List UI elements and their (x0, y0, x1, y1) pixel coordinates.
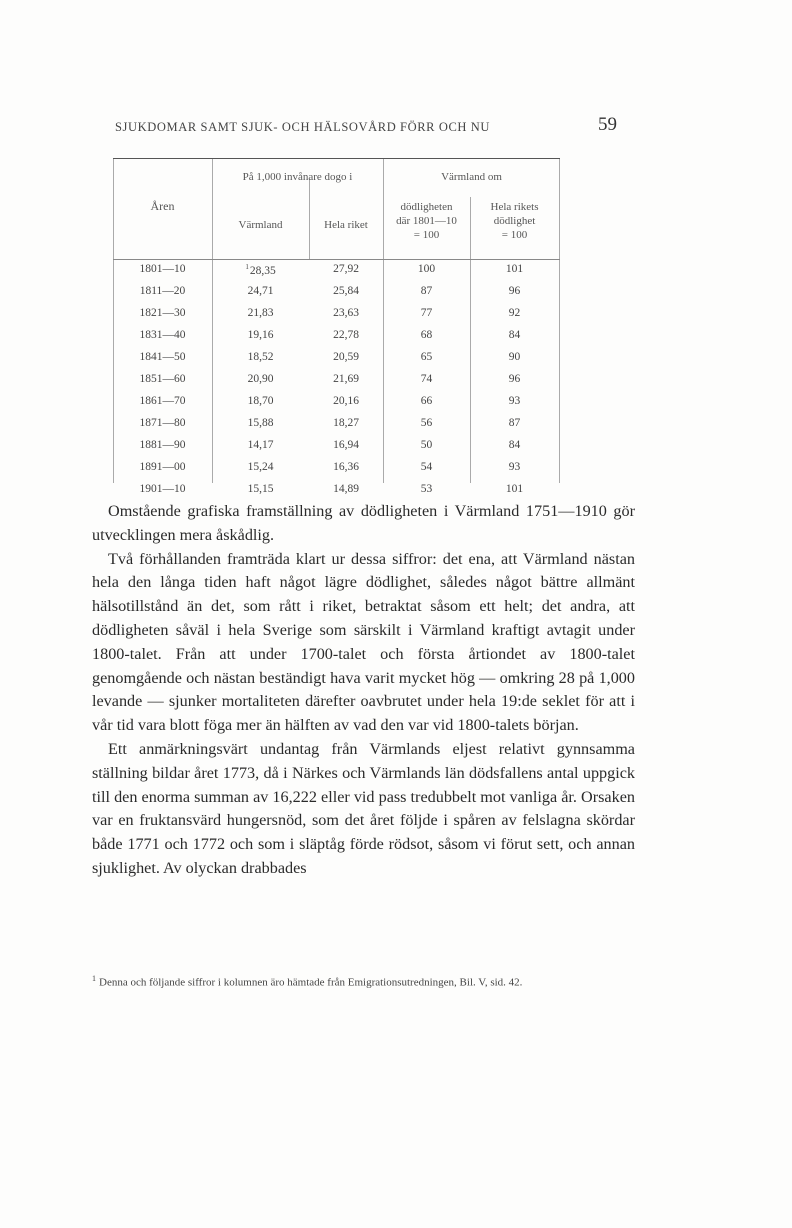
riket-cell: 21,69 (333, 373, 359, 385)
footnote-text: Denna och följande siffror i kolumnen äro hämtade från Emigrationsutredningen, Bil. V, sid. 42. (99, 976, 523, 989)
col-group-dogo: På 1,000 invånare dogo i (242, 171, 353, 183)
period-cell: 1891—00 (139, 461, 186, 473)
table-row (113, 285, 560, 307)
page-number: 59 (598, 114, 617, 135)
varmland-cell: 14,17 (247, 439, 274, 451)
col-header-rikets-1: Hela rikets (490, 201, 539, 213)
dodl-index-cell: 66 (420, 395, 433, 407)
rikets-index-cell: 90 (508, 351, 521, 363)
rikets-index-cell: 84 (508, 329, 521, 341)
table-row (113, 373, 560, 395)
dodl-index-cell: 87 (420, 285, 433, 297)
col-header-rikets-2: dödlighet (493, 215, 536, 227)
period-cell: 1861—70 (139, 395, 186, 407)
varmland-cell: $^1$28,35 (245, 263, 276, 277)
varmland-cell: 20,90 (247, 373, 274, 385)
riket-cell: 22,78 (333, 329, 359, 341)
riket-cell: 16,94 (333, 439, 359, 451)
riket-cell: 20,16 (333, 395, 359, 407)
body-text (92, 500, 635, 881)
table-row (113, 417, 560, 439)
col-group-varmland-om: Värmland om (441, 171, 502, 183)
dodl-index-cell: 53 (420, 483, 433, 495)
varmland-cell: 24,71 (247, 285, 274, 297)
varmland-cell: 18,70 (247, 395, 274, 407)
dodl-index-cell: 77 (420, 307, 433, 319)
table-row (113, 351, 560, 373)
varmland-cell: 15,88 (247, 417, 274, 429)
varmland-cell: 19,16 (247, 329, 274, 341)
dodl-index-cell: 50 (420, 439, 433, 451)
rikets-index-cell: 87 (508, 417, 521, 429)
rikets-index-cell: 96 (508, 285, 521, 297)
dodl-index-cell: 54 (420, 461, 433, 473)
table-row (113, 461, 560, 483)
rikets-index-cell: 101 (505, 263, 524, 275)
riket-cell: 27,92 (333, 263, 359, 275)
riket-cell: 16,36 (333, 461, 359, 473)
running-head: SJUKDOMAR SAMT SJUK- OCH HÄLSOVÅRD FÖRR OCH NU (115, 120, 490, 134)
period-cell: 1821—30 (139, 307, 186, 319)
period-cell: 1871—80 (139, 417, 186, 429)
col-header-dodligheten-2: där 1801—10 (396, 215, 457, 227)
period-cell: 1811—20 (139, 285, 186, 297)
period-cell: 1881—90 (139, 439, 186, 451)
dodl-index-cell: 65 (420, 351, 433, 363)
riket-cell: 25,84 (333, 285, 359, 297)
varmland-cell: 15,24 (247, 461, 274, 473)
table-row (113, 307, 560, 329)
riket-cell: 23,63 (333, 307, 359, 319)
varmland-cell: 15,15 (247, 483, 274, 495)
paragraph-1: Omstående grafiska framställning av dödligheten i Värmland 1751—1910 gör utvecklingen mera åskådlig. (92, 502, 635, 544)
table-row (113, 395, 560, 417)
varmland-cell: 18,52 (247, 351, 274, 363)
dodl-index-cell: 100 (417, 263, 436, 275)
rikets-index-cell: 84 (508, 439, 521, 451)
table-row (113, 439, 560, 461)
riket-cell: 18,27 (333, 417, 359, 429)
period-cell: 1831—40 (139, 329, 186, 341)
col-header-dodligheten-3: = 100 (413, 229, 440, 241)
period-cell: 1801—10 (139, 263, 186, 275)
dodl-index-cell: 68 (420, 329, 433, 341)
period-cell: 1841—50 (139, 351, 186, 363)
footnote-marker: 1 (245, 263, 249, 271)
riket-cell: 20,59 (333, 351, 359, 363)
paragraph-2: Två förhållanden framträda klart ur dessa siffror: det ena, att Värmland nästan hela den långa tiden haft något lägre dödlighet, således något bättre allmänt hälsotillstånd än det, som rått i riket, betraktat såsom ett helt; det andra, att dödligheten såväl i hela Sverige som särskilt i Värmland kraftigt avtagit under 1800-talet. Från att under 1700-talet och första årtiondet av 1800-talet genomgående och nästan beständigt hava varit mycket hög — omkring 28 på 1,000 levande — sjunker mortaliteten därefter oavbrutet under hela 19:de seklet för att i vår tid vara blott föga mer än hälften av vad den var vid 1800-talets början. (92, 549, 635, 735)
footnote-mark: 1 (92, 974, 96, 983)
table-row (113, 263, 560, 285)
col-header-aren: Åren (150, 199, 175, 213)
varmland-cell: 21,83 (247, 307, 274, 319)
riket-cell: 14,89 (333, 483, 359, 495)
mortality-table (113, 158, 560, 495)
footnote (92, 970, 635, 992)
table-row (113, 329, 560, 351)
col-header-rikets-3: = 100 (501, 229, 528, 241)
rikets-index-cell: 92 (508, 307, 521, 319)
rikets-index-cell: 93 (508, 395, 521, 407)
period-cell: 1851—60 (139, 373, 186, 385)
rikets-index-cell: 93 (508, 461, 521, 473)
paragraph-3: Ett anmärkningsvärt undantag från Värmlands eljest relativt gynnsamma ställning bildar året 1773, då i Närkes och Värmlands län dödsfallens antal uppgick till den enorma summan av 16,222 eller vid pass tredubbelt mot vanliga år. Orsaken var en fruktansvärd hungersnöd, som det året följde i spåren av felslagna skördar både 1771 och 1772 och som i släptåg förde rödsot, såsom vi förut sett, och annan sjuklighet. Av olyckan drabbades (92, 739, 635, 877)
period-cell: 1901—10 (139, 483, 186, 495)
col-header-hela-riket: Hela riket (324, 219, 368, 231)
col-header-varmland: Värmland (238, 219, 283, 231)
col-header-dodligheten-1: dödligheten (400, 201, 453, 213)
dodl-index-cell: 74 (420, 373, 433, 385)
rikets-index-cell: 96 (508, 373, 521, 385)
rikets-index-cell: 101 (505, 483, 524, 495)
dodl-index-cell: 56 (420, 417, 433, 429)
